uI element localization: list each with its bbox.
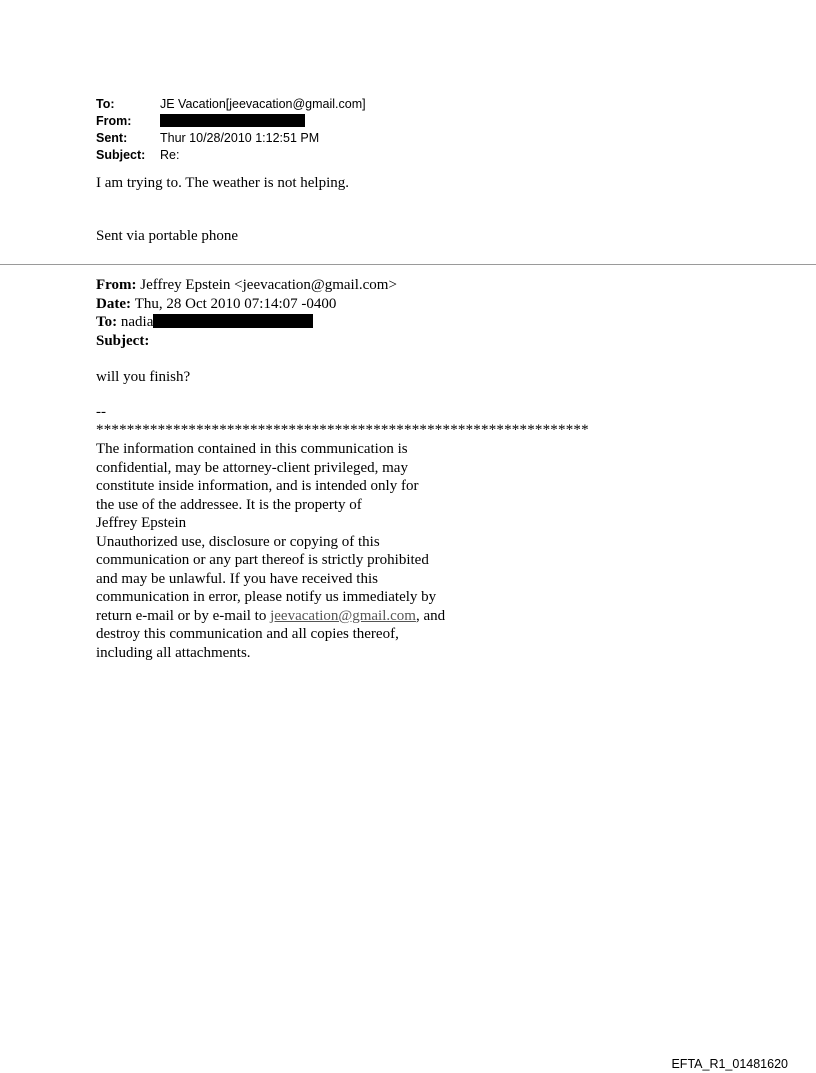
disclaimer-line: destroy this communication and all copies thereof, (96, 626, 399, 642)
disclaimer-line: Unauthorized use, disclosure or copying of this (96, 533, 380, 550)
orig-from-label: From: (96, 277, 141, 293)
return-line-suffix: , and (415, 607, 446, 624)
orig-to-value: nadia (120, 314, 154, 330)
disclaimer-line: Jeffrey Epstein (96, 515, 187, 531)
subject-label: Subject: (96, 148, 146, 162)
orig-from-row (96, 276, 397, 295)
original-message-header (96, 276, 397, 350)
orig-subject-row (96, 332, 397, 351)
disclaimer-line: including all attachments. (96, 644, 251, 661)
orig-to-label: To: (96, 314, 121, 330)
disclaimer-line: The information contained in this communication is (96, 441, 408, 457)
orig-subject-label: Subject: (96, 332, 150, 349)
original-body: will you finish? (96, 369, 191, 385)
asterisk-line: **************************************************************** (96, 422, 589, 438)
disclaimer-line-with-link (96, 607, 445, 626)
reply-body-line: I am trying to. The weather is not helping. (96, 175, 350, 191)
disclaimer-line: and may be unlawful. If you have received this (96, 570, 378, 587)
from-label: From: (96, 114, 132, 128)
reply-signature: Sent via portable phone (96, 228, 239, 244)
return-line-prefix: return e-mail or by e-mail to (96, 607, 271, 624)
disclaimer-line: communication in error, please notify us immediately by (96, 589, 437, 605)
subject-value: Re: (160, 148, 180, 162)
subject-row (96, 147, 366, 164)
orig-to-row (96, 313, 397, 332)
disclaimer-line: communication or any part thereof is strictly prohibited (96, 552, 429, 568)
confidentiality-disclaimer (96, 440, 445, 662)
email-header (96, 96, 366, 164)
disclaimer-line: constitute inside information, and is intended only for (96, 478, 419, 494)
to-value: JE Vacation[jeevacation@gmail.com] (160, 97, 366, 111)
redaction-box (160, 114, 305, 127)
signature-separator: -- (96, 404, 106, 420)
separator-rule (0, 264, 816, 265)
from-row (96, 113, 366, 130)
sent-label: Sent: (96, 131, 128, 145)
to-row (96, 96, 366, 113)
orig-from-value: Jeffrey Epstein <jeevacation@gmail.com> (140, 277, 397, 293)
orig-date-value: Thu, 28 Oct 2010 07:14:07 -0400 (134, 295, 337, 312)
redaction-box (153, 314, 313, 328)
disclaimer-line: the use of the addressee. It is the property of (96, 496, 362, 513)
sent-value: Thur 10/28/2010 1:12:51 PM (160, 131, 320, 145)
orig-date-label: Date: (96, 295, 135, 312)
disclaimer-line: confidential, may be attorney-client privileged, may (96, 459, 408, 476)
sent-row (96, 130, 366, 147)
orig-date-row (96, 295, 397, 314)
bates-number: EFTA_R1_01481620 (671, 1057, 788, 1071)
email-link[interactable]: jeevacation@gmail.com (270, 607, 416, 624)
to-label: To: (96, 97, 115, 111)
